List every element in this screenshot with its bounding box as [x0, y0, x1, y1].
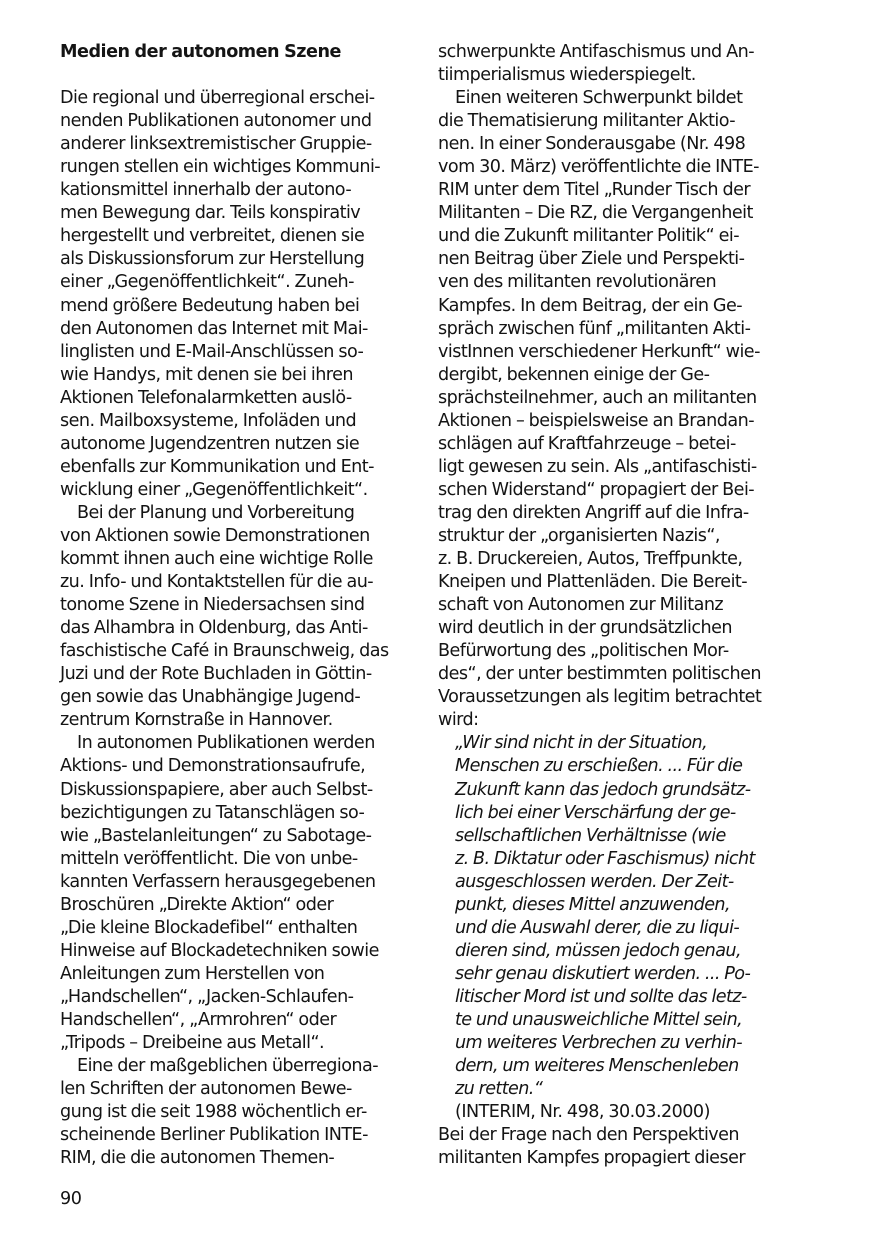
text-line: einer „Gegenöffentlichkeit“. Zuneh-: [60, 272, 354, 293]
text-line: Aktionen Telefonalarmketten auslö-: [60, 387, 352, 408]
text-line: zu. Info- und Kontaktstellen für die au-: [60, 572, 374, 593]
text-line: „Tripods – Dreibeine aus Metall“.: [60, 1033, 325, 1054]
text-line: spräch zwischen fünf „militanten Akti-: [438, 318, 751, 339]
text-line: mend größere Bedeutung haben bei: [60, 295, 360, 316]
text-line: struktur der „organisierten Nazis“,: [438, 525, 720, 546]
text-line: len Schriften der autonomen Bewe-: [60, 1079, 352, 1100]
text-line: hergestellt und verbreitet, dienen sie: [60, 226, 365, 247]
text-line: mitteln veröffentlicht. Die von unbe-: [60, 848, 358, 869]
text-line: schwerpunkte Antifaschismus und An-: [438, 42, 754, 62]
text-line: Bei der Frage nach den Perspektiven: [438, 1125, 740, 1146]
text-line: von Aktionen sowie Demonstrationen: [60, 525, 370, 546]
text-line: Einen weiteren Schwerpunkt bildet: [455, 88, 743, 109]
text-line: Aktionen – beispielsweise an Brandan-: [438, 410, 755, 431]
text-line: Hinweise auf Blockadetechniken sowie: [60, 940, 379, 961]
text-line: wicklung einer „Gegenöffentlichkeit“.: [60, 479, 368, 500]
text-line: den Autonomen das Internet mit Mai-: [60, 318, 368, 339]
page-number: 90: [60, 1189, 82, 1209]
text-line: men Bewegung dar. Teils konspirativ: [60, 203, 361, 224]
text-line: Eine der maßgeblichen überregiona-: [77, 1056, 379, 1077]
text-line: Befürwortung des „politischen Mor-: [438, 641, 729, 662]
quote-line: z. B. Diktatur oder Faschismus) nicht: [455, 848, 755, 869]
text-line: ven des militanten revolutionären: [438, 272, 717, 293]
text-line: sprächsteilnehmer, auch an militanten: [438, 387, 757, 408]
text-line: bezichtigungen zu Tatanschlägen so-: [60, 802, 365, 823]
text-line: gung ist die seit 1988 wöchentlich er-: [60, 1102, 367, 1123]
text-line: sen. Mailboxsysteme, Infoläden und: [60, 410, 357, 431]
quote-line: dern, um weiteres Menschenleben: [455, 1056, 739, 1077]
text-line: Anleitungen zum Herstellen von: [60, 963, 325, 984]
text-line: wie Handys, mit denen sie bei ihren: [60, 364, 353, 385]
text-line: schen Widerstand“ propagiert der Bei-: [438, 479, 755, 500]
text-line: trag den direkten Angriff auf die Infra-: [438, 502, 749, 523]
text-line: die Thematisierung militanter Aktio-: [438, 111, 736, 132]
text-line: z. B. Druckereien, Autos, Treffpunkte,: [438, 549, 743, 570]
quote-line: litischer Mord ist und sollte das letz-: [455, 986, 747, 1007]
text-line: kationsmittel innerhalb der autono-: [60, 180, 352, 201]
quote-line: te und unausweichliche Mittel sein,: [455, 1009, 743, 1030]
text-line: ligt gewesen zu sein. Als „antifaschisti-: [438, 456, 757, 477]
text-line: tiimperialismus wiederspiegelt.: [438, 65, 696, 86]
text-line: zentrum Kornstraße in Hannover.: [60, 710, 333, 731]
quote-line: Zukunft kann das jedoch grundsätz-: [455, 779, 751, 800]
text-line: Voraussetzungen als legitim betrachtet: [438, 687, 762, 708]
text-line: anderer linksextremistischer Gruppie-: [60, 134, 372, 155]
text-line: kannten Verfassern herausgegebenen: [60, 871, 376, 892]
text-line: Diskussionspapiere, aber auch Selbst-: [60, 779, 373, 800]
text-line: militanten Kampfes propagiert dieser: [438, 1148, 746, 1169]
quote-line: um weiteres Verbrechen zu verhin-: [455, 1033, 742, 1054]
text-line: schaft von Autonomen zur Militanz: [438, 595, 724, 616]
quote-line: und die Auswahl derer, die zu liqui-: [455, 917, 740, 938]
text-line: wie „Bastelanleitungen“ zu Sabotage-: [60, 825, 372, 846]
right-column: [438, 41, 784, 1170]
text-line: nen. In einer Sonderausgabe (Nr. 498: [438, 134, 746, 155]
text-line: autonome Jugendzentren nutzen sie: [60, 433, 360, 454]
text-line: scheinende Berliner Publikation INTE-: [60, 1125, 368, 1146]
text-line: gen sowie das Unabhängige Jugend-: [60, 687, 361, 708]
text-line: vom 30. März) veröffentlichte die INTE-: [438, 157, 759, 178]
text-line: nenden Publikationen autonomer und: [60, 111, 372, 132]
text-line: linglisten und E-Mail-Anschlüssen so-: [60, 341, 364, 362]
text-line: ebenfalls zur Kommunikation und Ent-: [60, 456, 374, 477]
text-line: faschistische Café in Braunschweig, das: [60, 641, 389, 662]
text-line: des“, der unter bestimmten politischen: [438, 664, 761, 685]
text-line: „Die kleine Blockadefibel“ enthalten: [60, 917, 358, 938]
quote-line: zu retten.“: [455, 1079, 543, 1100]
text-line: wird deutlich in der grundsätzlichen: [438, 618, 732, 639]
text-line: dergibt, bekennen einige der Ge-: [438, 364, 710, 385]
text-line: schlägen auf Kraftfahrzeuge – betei-: [438, 433, 736, 454]
text-line: Juzi und der Rote Buchladen in Göttin-: [60, 664, 372, 685]
text-line: RIM, die die autonomen Themen-: [60, 1148, 335, 1169]
text-line: RIM unter dem Titel „Runder Tisch der: [438, 180, 751, 201]
text-line: rungen stellen ein wichtiges Kommuni-: [60, 157, 381, 178]
quote-line: lich bei einer Verschärfung der ge-: [455, 802, 736, 823]
quote-line: dieren sind, müssen jedoch genau,: [455, 940, 741, 961]
text-line: In autonomen Publikationen werden: [77, 733, 375, 754]
quote-line: „Wir sind nicht in der Situation,: [455, 733, 708, 754]
text-line: Militanten – Die RZ, die Vergangenheit: [438, 203, 753, 224]
quote-line: sehr genau diskutiert werden. ... Po-: [455, 963, 751, 984]
text-line: Aktions- und Demonstrationsaufrufe,: [60, 756, 366, 777]
left-column: [60, 41, 406, 1170]
text-line: das Alhambra in Oldenburg, das Anti-: [60, 618, 368, 639]
text-line: Die regional und überregional erschei-: [60, 88, 375, 109]
text-line: (INTERIM, Nr. 498, 30.03.2000): [455, 1102, 710, 1123]
text-line: Handschellen“, „Armrohren“ oder: [60, 1009, 337, 1030]
text-line: wird:: [438, 710, 479, 731]
text-line: Kampfes. In dem Beitrag, der ein Ge-: [438, 295, 743, 316]
text-line: nen Beitrag über Ziele und Perspekti-: [438, 249, 745, 270]
text-line: kommt ihnen auch eine wichtige Rolle: [60, 549, 373, 570]
text-line: und die Zukunft militanter Politik“ ei-: [438, 226, 740, 247]
section-heading: Medien der autonomen Szene: [60, 42, 341, 62]
quote-line: punkt, dieses Mittel anzuwenden,: [455, 894, 730, 915]
quote-line: ausgeschlossen werden. Der Zeit-: [455, 871, 734, 892]
text-line: Bei der Planung und Vorbereitung: [77, 502, 355, 523]
quote-line: sellschaftlichen Verhältnisse (wie: [455, 825, 726, 846]
paragraph-gap: [60, 64, 406, 87]
text-line: „Handschellen“, „Jacken-Schlaufen-: [60, 986, 354, 1007]
text-line: Broschüren „Direkte Aktion“ oder: [60, 894, 334, 915]
text-line: tonome Szene in Niedersachsen sind: [60, 595, 365, 616]
text-line: vistInnen verschiedener Herkunft“ wie-: [438, 341, 760, 362]
text-line: als Diskussionsforum zur Herstellung: [60, 249, 365, 270]
quote-line: Menschen zu erschießen. ... Für die: [455, 756, 743, 777]
text-line: Kneipen und Plattenläden. Die Bereit-: [438, 572, 748, 593]
